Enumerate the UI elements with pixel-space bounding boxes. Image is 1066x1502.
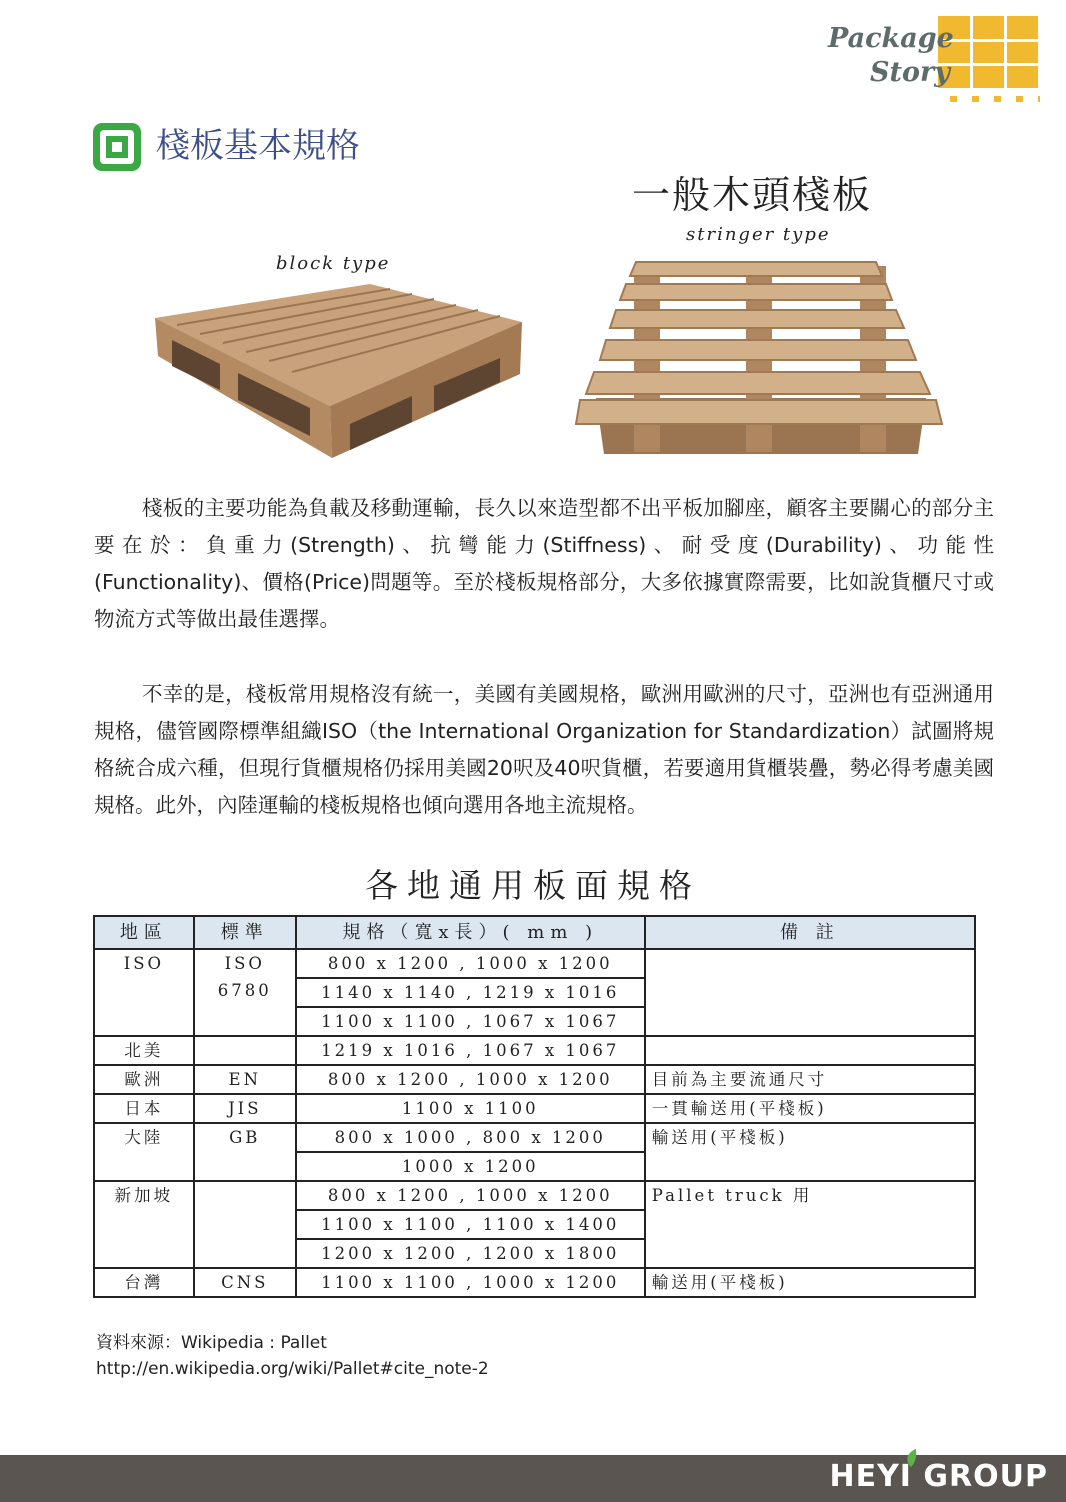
- note-cell: [645, 1036, 975, 1065]
- footer-brand: HEYI GROUP: [829, 1459, 1048, 1494]
- note-cell: [645, 949, 975, 1036]
- spec-cell: 1100 x 1100 , 1067 x 1067: [296, 1007, 645, 1036]
- region-cell: 台灣: [94, 1268, 194, 1297]
- block-type-caption: block type: [276, 253, 391, 274]
- package-story-logo: [826, 16, 1040, 108]
- standard-cell: [194, 949, 296, 1036]
- standard-line: ISO: [224, 954, 265, 973]
- footer-bar: [0, 1455, 1066, 1502]
- spec-cell: 1100 x 1100: [296, 1094, 645, 1123]
- region-cell: 日本: [94, 1094, 194, 1123]
- region-cell: ISO: [94, 949, 194, 1036]
- note-cell: 輸送用(平棧板): [645, 1268, 975, 1297]
- region-cell: 新加坡: [94, 1181, 194, 1268]
- region-cell: 北美: [94, 1036, 194, 1065]
- spec-table: [93, 915, 976, 1298]
- logo-line-2: Story: [870, 57, 950, 88]
- table-row: [94, 1123, 975, 1152]
- standard-line: 6780: [217, 981, 272, 1000]
- stringer-type-caption: stringer type: [686, 224, 831, 245]
- figure-title: 一般木頭棧板: [632, 173, 873, 217]
- source-url: http://en.wikipedia.org/wiki/Pallet#cite_note-2: [96, 1359, 489, 1379]
- table-row: [94, 1181, 975, 1210]
- spec-cell: 800 x 1000 , 800 x 1200: [296, 1123, 645, 1152]
- standard-cell: JIS: [194, 1094, 296, 1123]
- standards-paragraph: 不幸的是，棧板常用規格沒有統一，美國有美國規格，歐洲用歐洲的尺寸，亞洲也有亞洲通用規格，儘管國際標準組織ISO（the International Organization for Standardization）試圖將規格統合成六種，但現行貨櫃規格仍採用美國20呎及40呎貨櫃，若要適用貨櫃裝疊，勢必得考慮美國規格。此外，內陸運輸的棧板規格也傾向選用各地主流規格。: [94, 682, 994, 817]
- spec-cell: 1100 x 1100 , 1000 x 1200: [296, 1268, 645, 1297]
- spec-cell: 1219 x 1016 , 1067 x 1067: [296, 1036, 645, 1065]
- table-title: 各地通用板面規格: [365, 866, 701, 905]
- spec-cell: 800 x 1200 , 1000 x 1200: [296, 949, 645, 978]
- table-row: [94, 949, 975, 978]
- spec-cell: 1140 x 1140 , 1219 x 1016: [296, 978, 645, 1007]
- table-row: [94, 1094, 975, 1123]
- note-cell: 目前為主要流通尺寸: [645, 1065, 975, 1094]
- table-row: [94, 1036, 975, 1065]
- recycle-icon: [92, 122, 142, 172]
- block-pallet-image: [150, 278, 530, 474]
- header-region: 地區: [94, 916, 194, 949]
- source-note: [96, 1330, 489, 1382]
- stringer-pallet-image: [574, 258, 944, 456]
- table-header-row: [94, 916, 975, 949]
- spec-cell: 800 x 1200 , 1000 x 1200: [296, 1181, 645, 1210]
- spec-cell: 800 x 1200 , 1000 x 1200: [296, 1065, 645, 1094]
- standard-cell: CNS: [194, 1268, 296, 1297]
- header-standard: 標準: [194, 916, 296, 949]
- standard-cell: [194, 1036, 296, 1065]
- source-label: 資料來源：Wikipedia : Pallet: [96, 1333, 327, 1353]
- table-row: [94, 1268, 975, 1297]
- header-spec: 規格（寬x長）( mm ): [296, 916, 645, 949]
- standard-cell: GB: [194, 1123, 296, 1181]
- spec-cell: 1200 x 1200 , 1200 x 1800: [296, 1239, 645, 1268]
- intro-paragraph: 棧板的主要功能為負載及移動運輸，長久以來造型都不出平板加腳座，顧客主要關心的部分主要在於：負重力(Strength)、抗彎能力(Stiffness)、耐受度(Durability)、功能性(Functionality)、價格(Price)問題等。至於棧板規格部分，大多依據實際需要，比如說貨櫃尺寸或物流方式等做出最佳選擇。: [94, 496, 994, 631]
- section-title: 棧板基本規格: [156, 126, 360, 166]
- note-cell: 輸送用(平棧板): [645, 1123, 975, 1181]
- spec-cell: 1000 x 1200: [296, 1152, 645, 1181]
- logo-line-1: Package: [828, 23, 954, 54]
- note-cell: Pallet truck 用: [645, 1181, 975, 1268]
- logo-dots-graphic: [950, 96, 1040, 102]
- standard-cell: EN: [194, 1065, 296, 1094]
- spec-cell: 1100 x 1100 , 1100 x 1400: [296, 1210, 645, 1239]
- table-row: [94, 1065, 975, 1094]
- region-cell: 歐洲: [94, 1065, 194, 1094]
- header-note: 備 註: [645, 916, 975, 949]
- region-cell: 大陸: [94, 1123, 194, 1181]
- note-cell: 一貫輸送用(平棧板): [645, 1094, 975, 1123]
- standard-cell: [194, 1181, 296, 1268]
